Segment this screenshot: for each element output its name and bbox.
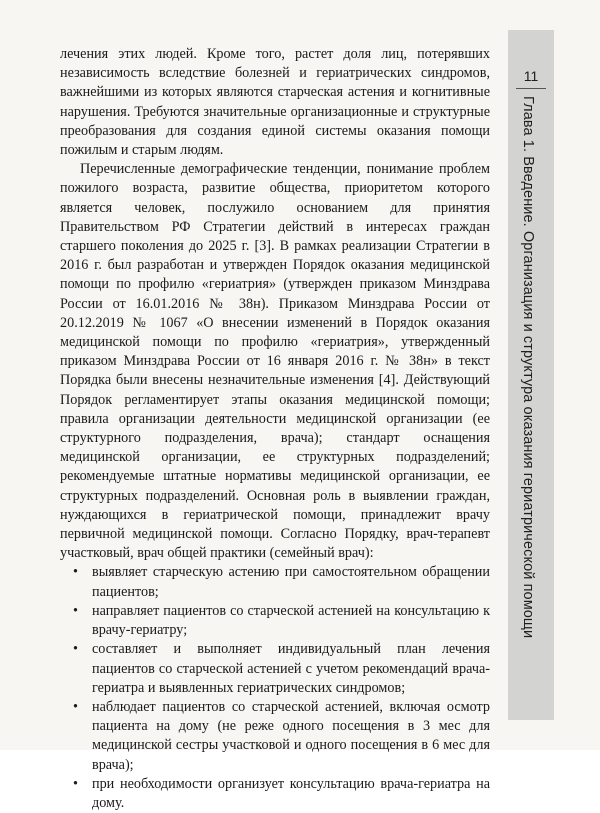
- list-item: [60, 563, 490, 601]
- bullet-marker: •: [73, 775, 78, 792]
- chapter-title: Глава 1. Введение. Организация и структура оказания гериатрической помощи: [520, 96, 536, 639]
- bullet-marker: •: [73, 698, 78, 715]
- list-item-text: при необходимости организует консультацию врача-гериатра на дому.: [92, 775, 490, 811]
- duties-list: [60, 563, 490, 813]
- list-item: [60, 602, 490, 640]
- list-item-text: направляет пациентов со старческой астенией на консультацию к врачу-гериатру;: [92, 602, 490, 639]
- paragraph-demographic-trends: Перечисленные демографические тенденции, понимание проблем пожилого возраста, развитие общества, приоритетом которого является человек, послужило основанием для принятия Правительством РФ Стратегии действий в интересах граждан старшего поколения до 2025 г. [3]. В рамках реализации Стратегии в 2016 г. был разработан и утвержден Порядок оказания медицинской помощи по профилю «гериатрия» (утвержден приказом Минздрава России от 16.01.2016 № 38н). Приказом Минздрава России от 20.12.2019 № 1067 «О внесении изменений в Порядок оказания медицинской помощи по профилю «гериатрия», утвержденный приказом Минздрава России от 16 января 2016 г. № 38н» в текст Порядка были внесены незначительные изменения [4]. Действующий Порядок регламентирует этапы оказания медицинской помощи; правила организации деятельности медицинской организации (ее структурного подразделения, врача); стандарт оснащения медицинской организации, ее структурных подразделений; рекомендуемые штатные нормативы медицинской организации, ее структурных подразделений. Основная роль в выявлении граждан, нуждающихся в гериатрической помощи, принадлежит врачу первичной медицинской помощи. Согласно Порядку, врач-терапевт участковый, врач общей практики (семейный врач):: [60, 161, 490, 562]
- bullet-marker: •: [73, 564, 78, 581]
- list-item: [60, 775, 490, 813]
- list-item: [60, 698, 490, 775]
- list-item-text: составляет и выполняет индивидуальный план лечения пациентов со старческой астенией с учетом рекомендаций врача-гериатра и выявленных гериатрических синдромов;: [92, 641, 490, 696]
- page-number-divider: [516, 88, 546, 89]
- bullet-marker: •: [73, 641, 78, 658]
- list-item-text: наблюдает пациентов со старческой астенией, включая осмотр пациента на дому (не реже одного посещения в 3 мес для медицинской сестры участковой и одного посещения в 6 мес для врача);: [92, 698, 490, 773]
- chapter-sidebar: [508, 30, 554, 720]
- bullet-marker: •: [73, 602, 78, 619]
- list-item: [60, 640, 490, 698]
- page-number: 11: [523, 68, 539, 84]
- body-text: [60, 45, 490, 813]
- paragraph-continuation: лечения этих людей. Кроме того, растет доля лиц, потерявших независимость вследствие болезней и гериатрических синдромов, важнейшими из которых являются старческая астения и когнитивные нарушения. Требуются значительные организационные и структурные преобразования для создания единой системы оказания помощи пожилым и старым людям.: [60, 46, 490, 159]
- list-item-text: выявляет старческую астению при самостоятельном обращении пациентов;: [92, 564, 490, 600]
